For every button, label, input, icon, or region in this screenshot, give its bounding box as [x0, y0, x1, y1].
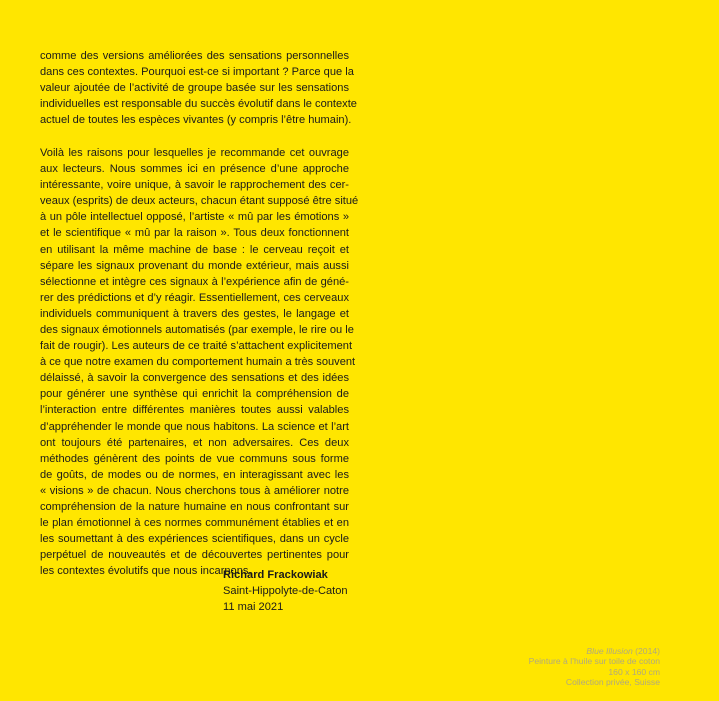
- signature-place: Saint-Hippolyte-de-Caton: [223, 585, 348, 597]
- text-line: sélectionne et intègre ces signaux à l’expérience afin de géné-: [40, 275, 349, 288]
- artwork-title: Blue Illusion: [586, 646, 633, 656]
- text-line: Voilà les raisons pour lesquelles je recommande cet ouvrage: [40, 146, 349, 159]
- text-line: en utilisant la même machine de base : le cerveau reçoit et: [40, 243, 349, 256]
- text-line: veaux (esprits) de deux acteurs, chacun étant supposé être situé: [40, 195, 359, 208]
- text-line: ont toujours été partenaires, et non adversaires. Ces deux: [40, 436, 349, 449]
- text-line: « visions » de chacun. Nous cherchons tous à améliorer notre: [40, 484, 349, 497]
- artwork-caption: [529, 646, 660, 688]
- text-line: les soumettant à des expériences scientifiques, dans un cycle: [40, 533, 349, 546]
- text-line: rer des prédictions et d’y réagir. Essentiellement, ces cerveaux: [40, 291, 349, 304]
- paragraph-1: [40, 48, 357, 128]
- text-line: aux lecteurs. Nous sommes ici en présence d’une approche: [40, 163, 349, 176]
- text-line: perpétuel de nouveautés et de découvertes pertinentes pour: [40, 549, 349, 562]
- signature-block: [223, 567, 348, 615]
- text-line: sépare les signaux provenant du monde extérieur, mais aussi: [40, 259, 349, 272]
- text-line: individuelles est responsable du succès évolutif dans le contexte: [40, 98, 357, 111]
- text-line: les contextes évolutifs que nous incarnons.: [40, 565, 252, 578]
- text-line: méthodes génèrent des points de vue communs sous forme: [40, 452, 349, 465]
- artwork-medium: Peinture à l’huile sur toile de coton: [528, 656, 660, 667]
- text-line: comme des versions améliorées des sensations personnelles: [40, 50, 349, 62]
- text-line: le plan émotionnel à ces normes communément établies et en: [40, 517, 349, 530]
- artwork-collection: Collection privée, Suisse: [565, 677, 660, 688]
- text-line: d’appréhender le monde que nous habitons. La science et l’art: [40, 420, 349, 433]
- text-line: à un pôle intellectuel opposé, l’artiste « mû par les émotions »: [40, 211, 349, 224]
- text-line: individuels communiquent à travers des gestes, le langage et: [40, 307, 349, 320]
- text-line: des signaux émotionnels automatisés (par exemple, le rire ou le: [40, 324, 354, 336]
- text-line: dans ces contextes. Pourquoi est-ce si important ? Parce que la: [40, 66, 354, 79]
- text-line: de goûts, de modes ou de normes, en interagissant avec les: [40, 468, 349, 481]
- artwork-size: 160 x 160 cm: [608, 666, 660, 677]
- text-line: compréhension de la nature humaine en nous confrontant sur: [40, 501, 349, 514]
- text-line: à ce que notre examen du comportement humain a très souvent: [40, 356, 356, 369]
- text-line: pour générer une synthèse qui enrichit la compréhension de: [40, 388, 349, 401]
- paragraph-2: [40, 145, 359, 580]
- artwork-year: (2014): [635, 646, 660, 656]
- text-line: délaissé, à savoir la convergence des sensations et des idées: [40, 372, 349, 385]
- text-line: l’interaction entre différentes manières toutes aussi valables: [40, 404, 349, 417]
- signature-date: 11 mai 2021: [223, 601, 284, 613]
- text-line: valeur ajoutée de l’activité de groupe basée sur les sensations: [40, 82, 349, 95]
- text-line: intéressante, voire unique, à savoir le rapprochement des cer-: [40, 179, 349, 192]
- text-line: et le scientifique « mû par la raison ». Tous deux fonctionnent: [40, 227, 349, 240]
- caption-title-line: [529, 646, 660, 656]
- text-line: actuel de toutes les espèces vivantes (y compris l’être humain).: [40, 114, 352, 127]
- author-name: Richard Frackowiak: [223, 569, 328, 581]
- text-line: fait de rougir). Les auteurs de ce traité s’attachent explicitement: [40, 340, 353, 353]
- body-text: [40, 48, 359, 580]
